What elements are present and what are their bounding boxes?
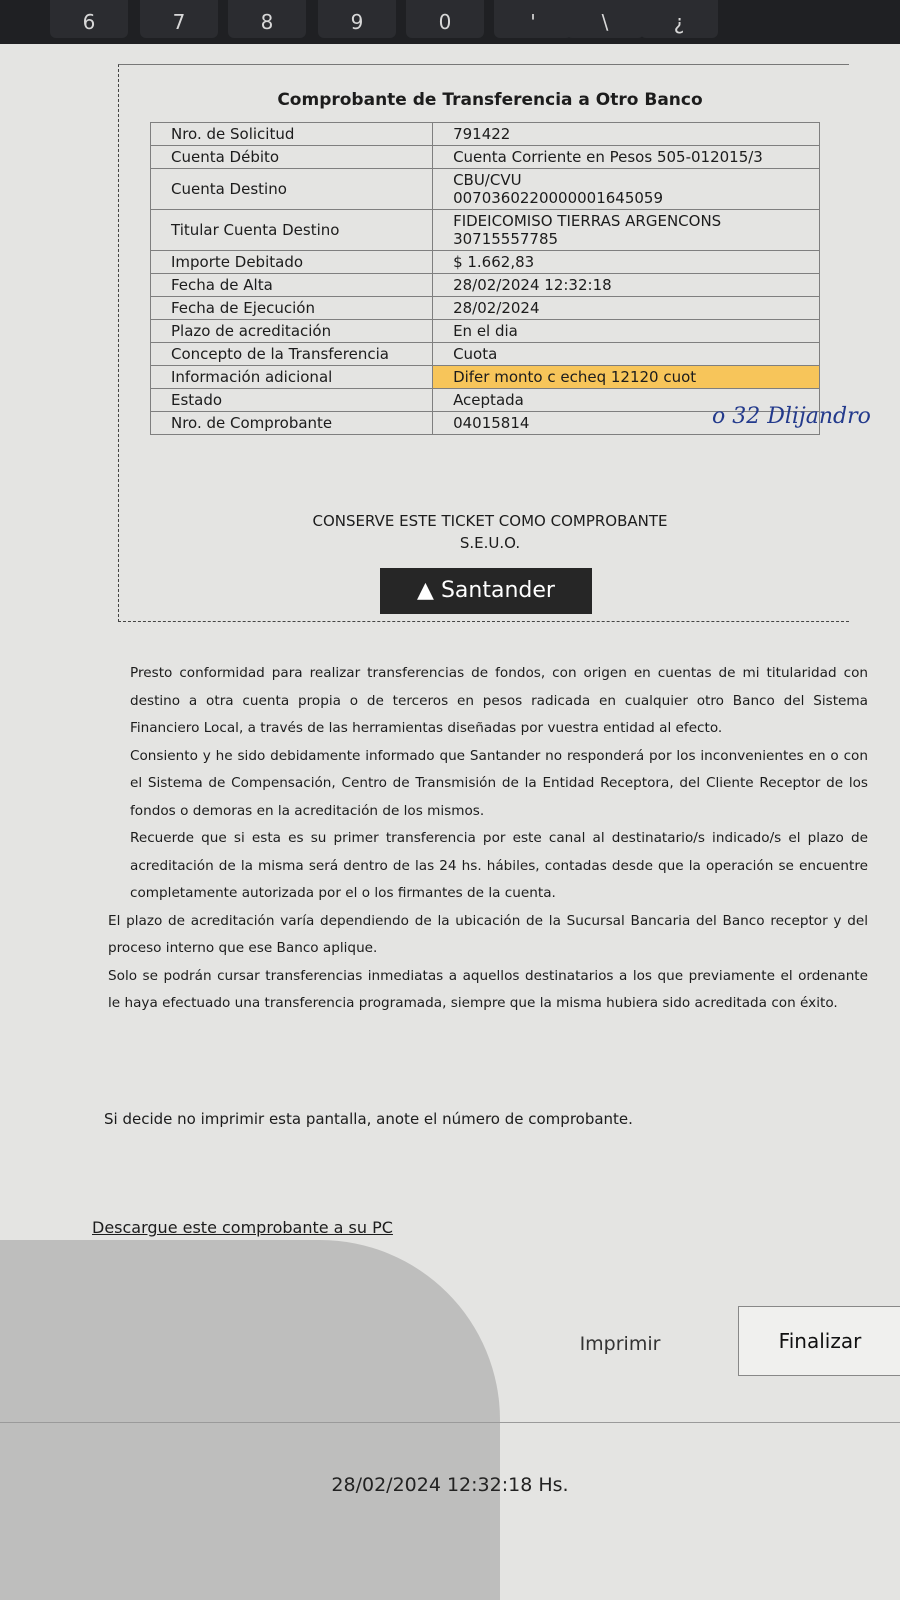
table-row: [151, 320, 820, 343]
footer-timestamp: 28/02/2024 12:32:18 Hs.: [331, 1474, 569, 1496]
keyboard-strip: [0, 0, 900, 44]
row-label: Titular Cuenta Destino: [151, 210, 433, 251]
row-label: Concepto de la Transferencia: [151, 343, 433, 366]
row-value: $ 1.662,83: [433, 251, 820, 274]
ticket-title: Comprobante de Transferencia a Otro Banco: [277, 90, 703, 110]
row-label: Fecha de Ejecución: [151, 297, 433, 320]
row-label: Fecha de Alta: [151, 274, 433, 297]
flame-icon: ▲: [417, 578, 441, 603]
row-label: Nro. de Comprobante: [151, 412, 433, 435]
row-value: [433, 210, 820, 251]
row-label: Importe Debitado: [151, 251, 433, 274]
finish-button[interactable]: Finalizar: [738, 1306, 900, 1376]
key-apostrophe: ': [494, 0, 572, 38]
row-label: Información adicional: [151, 366, 433, 389]
conserve-text: CONSERVE ESTE TICKET COMO COMPROBANTE: [312, 512, 668, 530]
row-value-line1: CBU/CVU: [453, 171, 522, 189]
key-0: 0: [406, 0, 484, 38]
terms-text: [108, 660, 868, 1018]
row-value: Aceptada: [433, 389, 820, 412]
handwritten-note: o 32 Dlijandro: [712, 404, 871, 429]
table-row: [151, 146, 820, 169]
key-question: ¿: [640, 0, 718, 38]
table-row: [151, 274, 820, 297]
row-label: Plazo de acreditación: [151, 320, 433, 343]
table-row: [151, 210, 820, 251]
key-7: 7: [140, 0, 218, 38]
row-value: 04015814: [433, 412, 820, 435]
transfer-details-table: [150, 122, 820, 435]
terms-paragraph: El plazo de acreditación varía dependiendo de la ubicación de la Sucursal Bancaria del Banco receptor y del proceso interno que ese Banco aplique.: [108, 912, 868, 956]
terms-paragraph: Presto conformidad para realizar transferencias de fondos, con origen en cuentas de mi titularidad con destino a otra cuenta propia o de terceros en pesos radicada en cualquier otro Banco del Sistema Financiero Local, a través de las herramientas diseñadas por vuestra entidad al efecto.: [130, 665, 868, 736]
table-row: [151, 251, 820, 274]
row-value-line2: 0070360220000001645059: [453, 189, 664, 207]
hand-shadow: [0, 1240, 500, 1600]
download-receipt-link[interactable]: Descargue este comprobante a su PC: [92, 1218, 393, 1237]
row-value: 791422: [433, 123, 820, 146]
key-6: 6: [50, 0, 128, 38]
terms-paragraph: Recuerde que si esta es su primer transferencia por este canal al destinatario/s indicado/s el plazo de acreditación de la misma será dentro de las 24 hs. hábiles, contadas desde que la operación se encuentre completamente autorizada por el o los firmantes de la cuenta.: [130, 830, 868, 901]
row-value-highlighted: Difer monto c echeq 12120 cuot: [433, 366, 820, 389]
row-value-line1: FIDEICOMISO TIERRAS ARGENCONS: [453, 212, 722, 230]
seuo-text: S.E.U.O.: [459, 534, 521, 552]
row-value: En el dia: [433, 320, 820, 343]
row-label: Cuenta Destino: [151, 169, 433, 210]
divider: [0, 1422, 900, 1423]
table-row: [151, 366, 820, 389]
table-row: [151, 297, 820, 320]
santander-logo: [380, 568, 592, 614]
key-8: 8: [228, 0, 306, 38]
row-value: Cuenta Corriente en Pesos 505-012015/3: [433, 146, 820, 169]
key-9: 9: [318, 0, 396, 38]
table-row: [151, 169, 820, 210]
table-row: [151, 343, 820, 366]
print-button[interactable]: Imprimir: [579, 1333, 661, 1355]
table-row: [151, 123, 820, 146]
key-backslash: \: [566, 0, 644, 38]
row-value: 28/02/2024 12:32:18: [433, 274, 820, 297]
row-label: Nro. de Solicitud: [151, 123, 433, 146]
terms-paragraph: Solo se podrán cursar transferencias inmediatas a aquellos destinatarios a los que previamente el ordenante le haya efectuado una transferencia programada, siempre que la misma hubiera sido acreditada con éxito.: [108, 967, 868, 1011]
row-label: Cuenta Débito: [151, 146, 433, 169]
conserve-notice: [150, 510, 830, 554]
row-value: Cuota: [433, 343, 820, 366]
row-value: [433, 169, 820, 210]
terms-paragraph: Consiento y he sido debidamente informado que Santander no responderá por los inconvenientes en o con el Sistema de Compensación, Centro de Transmisión de la Entidad Receptora, del Cliente Receptor de los fondos o demoras en la acreditación de los mismos.: [130, 747, 868, 819]
row-value: 28/02/2024: [433, 297, 820, 320]
brand-name: Santander: [440, 578, 555, 603]
print-note: Si decide no imprimir esta pantalla, anote el número de comprobante.: [104, 1110, 633, 1128]
row-value-line2: 30715557785: [453, 230, 559, 248]
row-label: Estado: [151, 389, 433, 412]
